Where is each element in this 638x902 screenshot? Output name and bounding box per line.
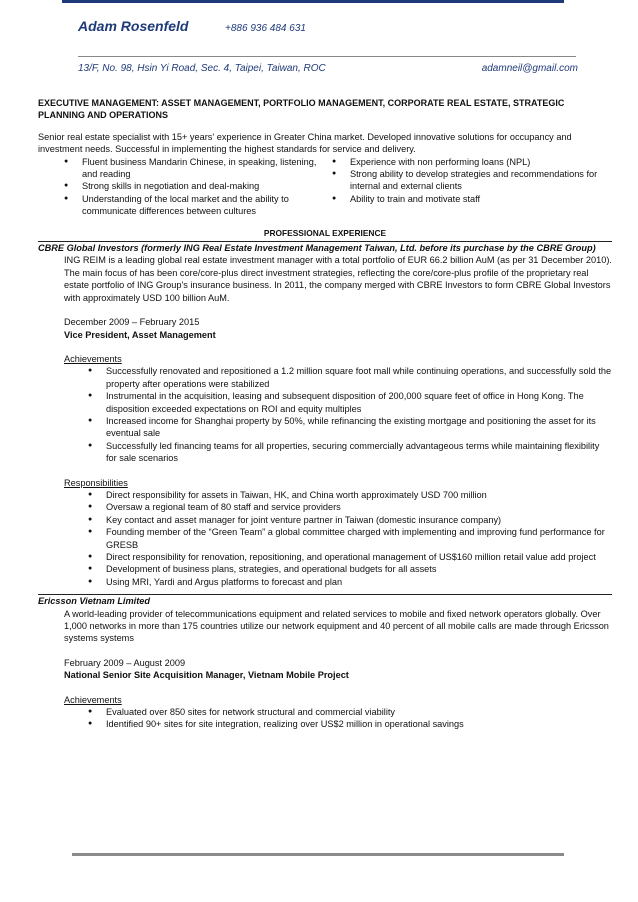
job-dates: December 2009 – February 2015 <box>64 317 200 328</box>
skills-left <box>38 156 332 218</box>
achievements-list <box>64 365 612 464</box>
list-item: ● Identified 90+ sites for site integration, realizing over US$2 million in operational savings <box>88 718 612 730</box>
achievements-label: Achievements <box>64 353 122 364</box>
contact-line <box>78 63 578 75</box>
list-item: ● Using MRI, Yardi and Argus platforms to forecast and plan <box>88 576 612 588</box>
skills-right <box>332 156 612 218</box>
list-item: ● Fluent business Mandarin Chinese, in speaking, listening, and reading <box>64 156 332 181</box>
achievements-list <box>64 706 612 731</box>
list-item: ● Successfully renovated and repositioned a 1.2 million square foot mall while continuing operations, and successfully sold the property after operations were stabilized <box>88 365 612 390</box>
list-item: ● Oversaw a regional team of 80 staff and service providers <box>88 501 612 513</box>
list-item: ● Key contact and asset manager for joint venture partner in Taiwan (domestic insurance company) <box>88 514 612 526</box>
header-divider <box>78 56 576 57</box>
list-item: ● Direct responsibility for assets in Taiwan, HK, and China worth approximately USD 700 million <box>88 489 612 501</box>
job-role: Vice President, Asset Management <box>64 329 216 340</box>
list-item: ● Direct responsibility for renovation, repositioning, and operational management of US$160 million retail value add project <box>88 551 612 563</box>
resume-body <box>38 97 612 731</box>
job-role: National Senior Site Acquisition Manager, Vietnam Mobile Project <box>64 670 349 681</box>
candidate-name: Adam Rosenfeld <box>78 18 189 34</box>
phone-number: +886 936 484 631 <box>225 23 306 34</box>
list-item: ● Founding member of the “Green Team” a global committee charged with implementing and improving fund performance for GRESB <box>88 526 612 551</box>
header-line <box>78 20 306 35</box>
company-name: CBRE Global Investors (formerly ING Real Estate Investment Management Taiwan, Ltd. before its purchase by the CBRE Group) <box>38 243 596 254</box>
email-address: adamneil@gmail.com <box>481 63 578 74</box>
list-item: ● Instrumental in the acquisition, leasing and subsequent disposition of 200,000 square feet of office in Hong Kong. The disposition exceeded expectations on ROI and equity multiples <box>88 390 612 415</box>
summary-text: Senior real estate specialist with 15+ years' experience in Greater China market. Developed innovative solutions for occupancy and investment needs. Successful in implementing the highest standards for service and delivery. <box>38 131 572 155</box>
list-item: ● Ability to train and motivate staff <box>332 193 612 205</box>
list-item: ● Strong ability to develop strategies and recommendations for internal and external clients <box>332 168 612 193</box>
top-rule <box>62 0 564 3</box>
achievements-label: Achievements <box>64 694 122 705</box>
list-item: ● Understanding of the local market and the ability to communicate differences between cultures <box>64 193 332 218</box>
list-item: ● Successfully led financing teams for all properties, securing commercially advantageous terms while maintaining flexibility for sale scenarios <box>88 440 612 465</box>
list-item: ● Development of business plans, strategies, and operational budgets for all assets <box>88 563 612 575</box>
list-item: ● Experience with non performing loans (NPL) <box>332 156 612 168</box>
address: 13/F, No. 98, Hsin Yi Road, Sec. 4, Taipei, Taiwan, ROC <box>78 63 326 74</box>
responsibilities-list <box>64 489 612 588</box>
company-description: A world-leading provider of telecommunications equipment and related services to mobile and fixed network operators globally. Over 1,000 networks in more than 175 countries utilize our network equipment and 40 percent of all mobile calls are made through Ericsson systems systems <box>64 608 609 644</box>
skills-list <box>38 156 612 218</box>
section-title: PROFESSIONAL EXPERIENCE <box>263 227 387 238</box>
responsibilities-label: Responsibilities <box>64 477 128 488</box>
list-item: ● Increased income for Shanghai property by 50%, while refinancing the existing mortgage and positioning the asset for its eventual sale <box>88 415 612 440</box>
summary-title: EXECUTIVE MANAGEMENT: ASSET MANAGEMENT, PORTFOLIO MANAGEMENT, CORPORATE REAL ESTATE, STRATEGIC PLANNING AND OPERATIONS <box>38 98 565 121</box>
company-name: Ericsson Vietnam Limited <box>38 596 150 607</box>
list-item: ● Strong skills in negotiation and deal-making <box>64 180 332 192</box>
job-dates: February 2009 – August 2009 <box>64 657 186 668</box>
company-description: ING REIM is a leading global real estate investment manager with a total portfolio of EUR 66.2 billion AuM (as per 31 December 2010). The main focus of has been core/core-plus direct investment strategies, reflecting the core/core-plus profile of the proprietary real estate portfolio of ING Group's insurance business. In 2011, the company merged with CBRE Investors to form CBRE Global Investors with approximately USD 100 billion AuM. <box>64 255 612 303</box>
bottom-rule <box>72 853 564 856</box>
list-item: ● Evaluated over 850 sites for network structural and commercial viability <box>88 706 612 718</box>
